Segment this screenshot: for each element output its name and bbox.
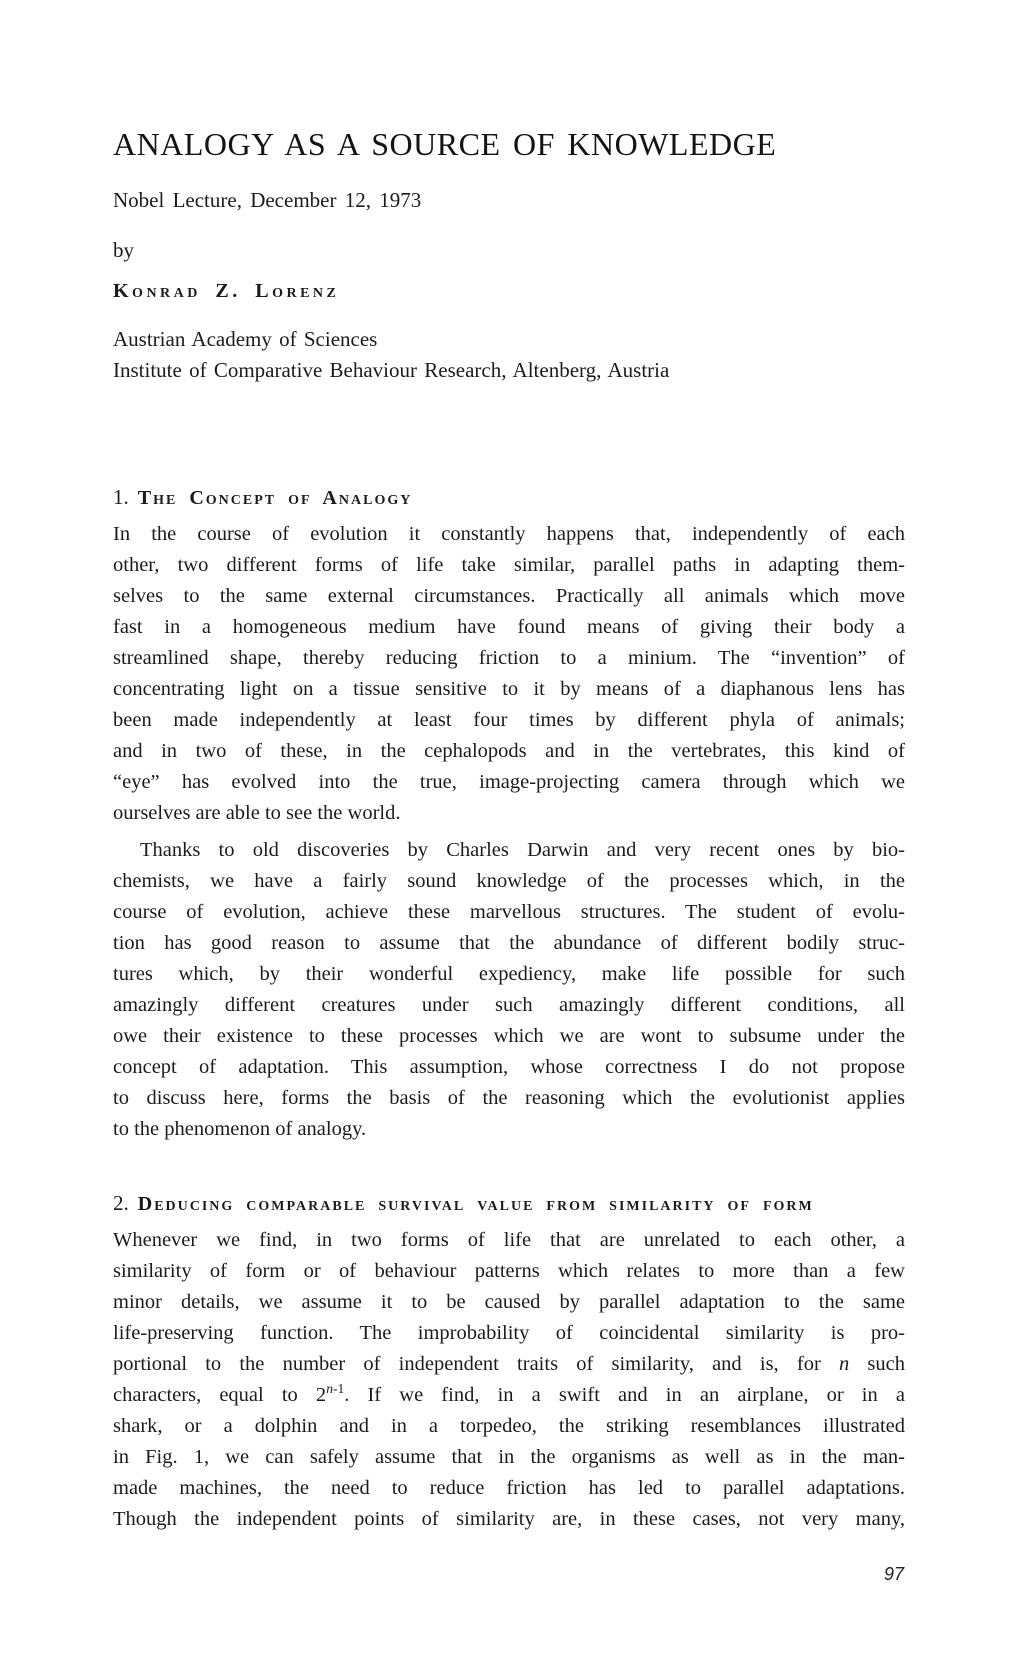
text-line: tures which, by their wonderful expediency, make life possible for such <box>113 963 905 985</box>
author-name: Konrad Z. Lorenz <box>113 280 340 302</box>
text-line: course of evolution, achieve these marvellous structures. The student of evolu- <box>113 901 905 923</box>
lecture-subtitle: Nobel Lecture, December 12, 1973 <box>113 188 422 212</box>
text-line: selves to the same external circumstances. Practically all animals which move <box>113 585 905 607</box>
page-number: 97 <box>884 1564 905 1584</box>
page-title: ANALOGY AS A SOURCE OF KNOWLEDGE <box>113 126 777 162</box>
text-line: shark, or a dolphin and in a torpedeo, the striking resemblances illustrated <box>113 1415 905 1437</box>
text-line: streamlined shape, thereby reducing friction to a minium. The “invention” of <box>113 647 905 669</box>
text-line: tion has good reason to assume that the abundance of different bodily struc- <box>113 932 905 954</box>
paragraph <box>113 835 905 1145</box>
section-number: 1. <box>113 485 129 509</box>
text-line: concept of adaptation. This assumption, whose correctness I do not propose <box>113 1056 905 1078</box>
article-body <box>113 481 905 1535</box>
text-line: ourselves are able to see the world. <box>113 802 401 824</box>
section-title: The Concept of Analogy <box>137 487 413 509</box>
affiliation-line: Institute of Comparative Behaviour Research, Altenberg, Austria <box>113 358 670 382</box>
text-line: chemists, we have a fairly sound knowledge of the processes which, in the <box>113 870 905 892</box>
text-line: amazingly different creatures under such amazingly different conditions, all <box>113 994 905 1016</box>
text-line: fast in a homogeneous medium have found means of giving their body a <box>113 616 905 638</box>
text-line: life-preserving function. The improbability of coincidental similarity is pro- <box>113 1322 905 1344</box>
text-line: concentrating light on a tissue sensitive to it by means of a diaphanous lens has <box>113 678 905 700</box>
text-line: and in two of these, in the cephalopods and in the vertebrates, this kind of <box>113 740 905 762</box>
text-line: Though the independent points of similarity are, in these cases, not very many, <box>113 1508 905 1530</box>
text-line: owe their existence to these processes which we are wont to subsume under the <box>113 1025 905 1047</box>
text-line: made machines, the need to reduce friction has led to parallel adaptations. <box>113 1477 905 1499</box>
byline-label: by <box>113 238 134 262</box>
text-line: other, two different forms of life take similar, parallel paths in adapting them- <box>113 554 905 576</box>
text-line: portional to the number of independent traits of similarity, and is, for n such <box>113 1353 905 1375</box>
text-line: characters, equal to 2$^{n-1}$. If we find, in a swift and in an airplane, or in a <box>113 1381 905 1406</box>
text-line: Thanks to old discoveries by Charles Darwin and very recent ones by bio- <box>140 839 905 861</box>
section-number: 2. <box>113 1191 129 1215</box>
affiliation-line: Austrian Academy of Sciences <box>113 327 378 351</box>
text-line: minor details, we assume it to be caused by parallel adaptation to the same <box>113 1291 905 1313</box>
text-line: “eye” has evolved into the true, image-projecting camera through which we <box>113 771 905 793</box>
text-line: in Fig. 1, we can safely assume that in the organisms as well as in the man- <box>113 1446 905 1468</box>
paragraph <box>113 1225 905 1535</box>
text-line: been made independently at least four times by different phyla of animals; <box>113 709 905 731</box>
section-title: Deducing comparable survival value from similarity of form <box>137 1193 814 1215</box>
text-line: to the phenomenon of analogy. <box>113 1118 367 1140</box>
text-line: Whenever we find, in two forms of life that are unrelated to each other, a <box>113 1229 905 1251</box>
paragraph <box>113 519 905 829</box>
affiliation-block <box>113 324 669 386</box>
text-line: similarity of form or of behaviour patterns which relates to more than a few <box>113 1260 905 1282</box>
section-2-heading <box>113 1187 905 1221</box>
text-line: In the course of evolution it constantly happens that, independently of each <box>113 523 905 545</box>
section-1-heading <box>113 481 905 515</box>
text-line: to discuss here, forms the basis of the reasoning which the evolutionist applies <box>113 1087 905 1109</box>
